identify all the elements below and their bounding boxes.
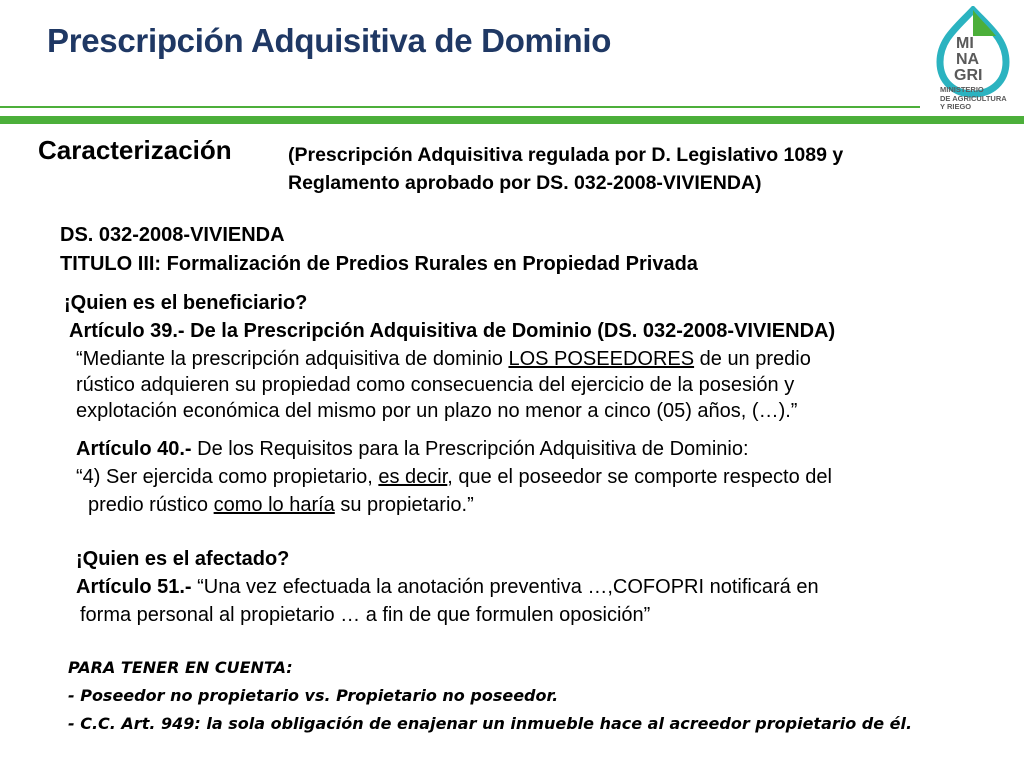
header-divider-thin: [0, 106, 920, 108]
ds-subtitle: TITULO III: Formalización de Predios Rurales en Propiedad Privada: [60, 253, 698, 275]
art51-bold: Artículo 51.-: [76, 576, 192, 598]
page-title: Prescripción Adquisitiva de Dominio: [47, 22, 612, 59]
art40-line-2: [88, 492, 474, 518]
notes-heading: PARA TENER EN CUENTA:: [68, 658, 293, 677]
logo-text-2: NA: [956, 51, 980, 68]
art40-line-1-b: , que el poseedor se comporte respecto del: [447, 466, 832, 488]
art40-line-2-b: su propietario.”: [334, 494, 474, 516]
art39-line-1-a: “Mediante la prescripción adquisitiva de dominio: [76, 348, 509, 370]
section-note-line-1: (Prescripción Adquisitiva regulada por D. Legislativo 1089 y: [288, 144, 844, 166]
art40-underlined-2: como lo haría: [213, 494, 335, 516]
ds-title: DS. 032-2008-VIVIENDA: [60, 224, 285, 246]
logo-text-3: GRI: [954, 67, 983, 84]
logo-caption: [940, 86, 1007, 112]
art51-rest: “Una vez efectuada la anotación preventiva …,COFOPRI notificará en: [191, 576, 819, 598]
logo-caption-line: DE AGRICULTURA: [940, 93, 1007, 103]
art40-title-bold: Artículo 40.-: [76, 438, 192, 460]
section-note-line-2: Reglamento aprobado por DS. 032-2008-VIVIENDA): [288, 172, 762, 194]
art39-line-1: [76, 346, 811, 372]
logo-caption-line: MINISTERIO: [940, 85, 984, 94]
logo-text-1: MI: [956, 35, 974, 52]
art40-underlined-1: es decir: [378, 466, 448, 488]
art39-underlined: LOS POSEEDORES: [508, 348, 695, 370]
art40-line-1-a: “4) Ser ejercida como propietario,: [76, 466, 379, 488]
art39-line-1-b: de un predio: [694, 348, 811, 370]
header-divider-thick: [0, 116, 1024, 124]
beneficiario-question: ¡Quien es el beneficiario?: [64, 292, 308, 314]
art51-line-2: forma personal al propietario … a fin de que formulen oposición”: [80, 604, 651, 626]
art39-title: Artículo 39.- De la Prescripción Adquisitiva de Dominio (DS. 032-2008-VIVIENDA): [69, 320, 836, 342]
art40-title: [76, 436, 749, 462]
section-heading: Caracterización: [38, 135, 232, 165]
afectado-question: ¡Quien es el afectado?: [76, 548, 290, 570]
art40-title-rest: De los Requisitos para la Prescripción Adquisitiva de Dominio:: [191, 438, 749, 460]
section-note: [288, 141, 843, 197]
notes-item: - C.C. Art. 949: la sola obligación de enajenar un inmueble hace al acreedor propietario de él.: [68, 714, 913, 733]
art40-line-2-a: predio rústico: [88, 494, 214, 516]
art39-line-2: rústico adquieren su propiedad como consecuencia del ejercicio de la posesión y: [76, 374, 795, 396]
notes-item: - Poseedor no propietario vs. Propietario no poseedor.: [68, 686, 559, 705]
art39-line-3: explotación económica del mismo por un plazo no menor a cinco (05) años, (…).”: [76, 400, 798, 422]
art51-line-1: [76, 574, 819, 600]
art40-line-1: [76, 464, 832, 490]
logo-caption-line: Y RIEGO: [940, 102, 972, 111]
